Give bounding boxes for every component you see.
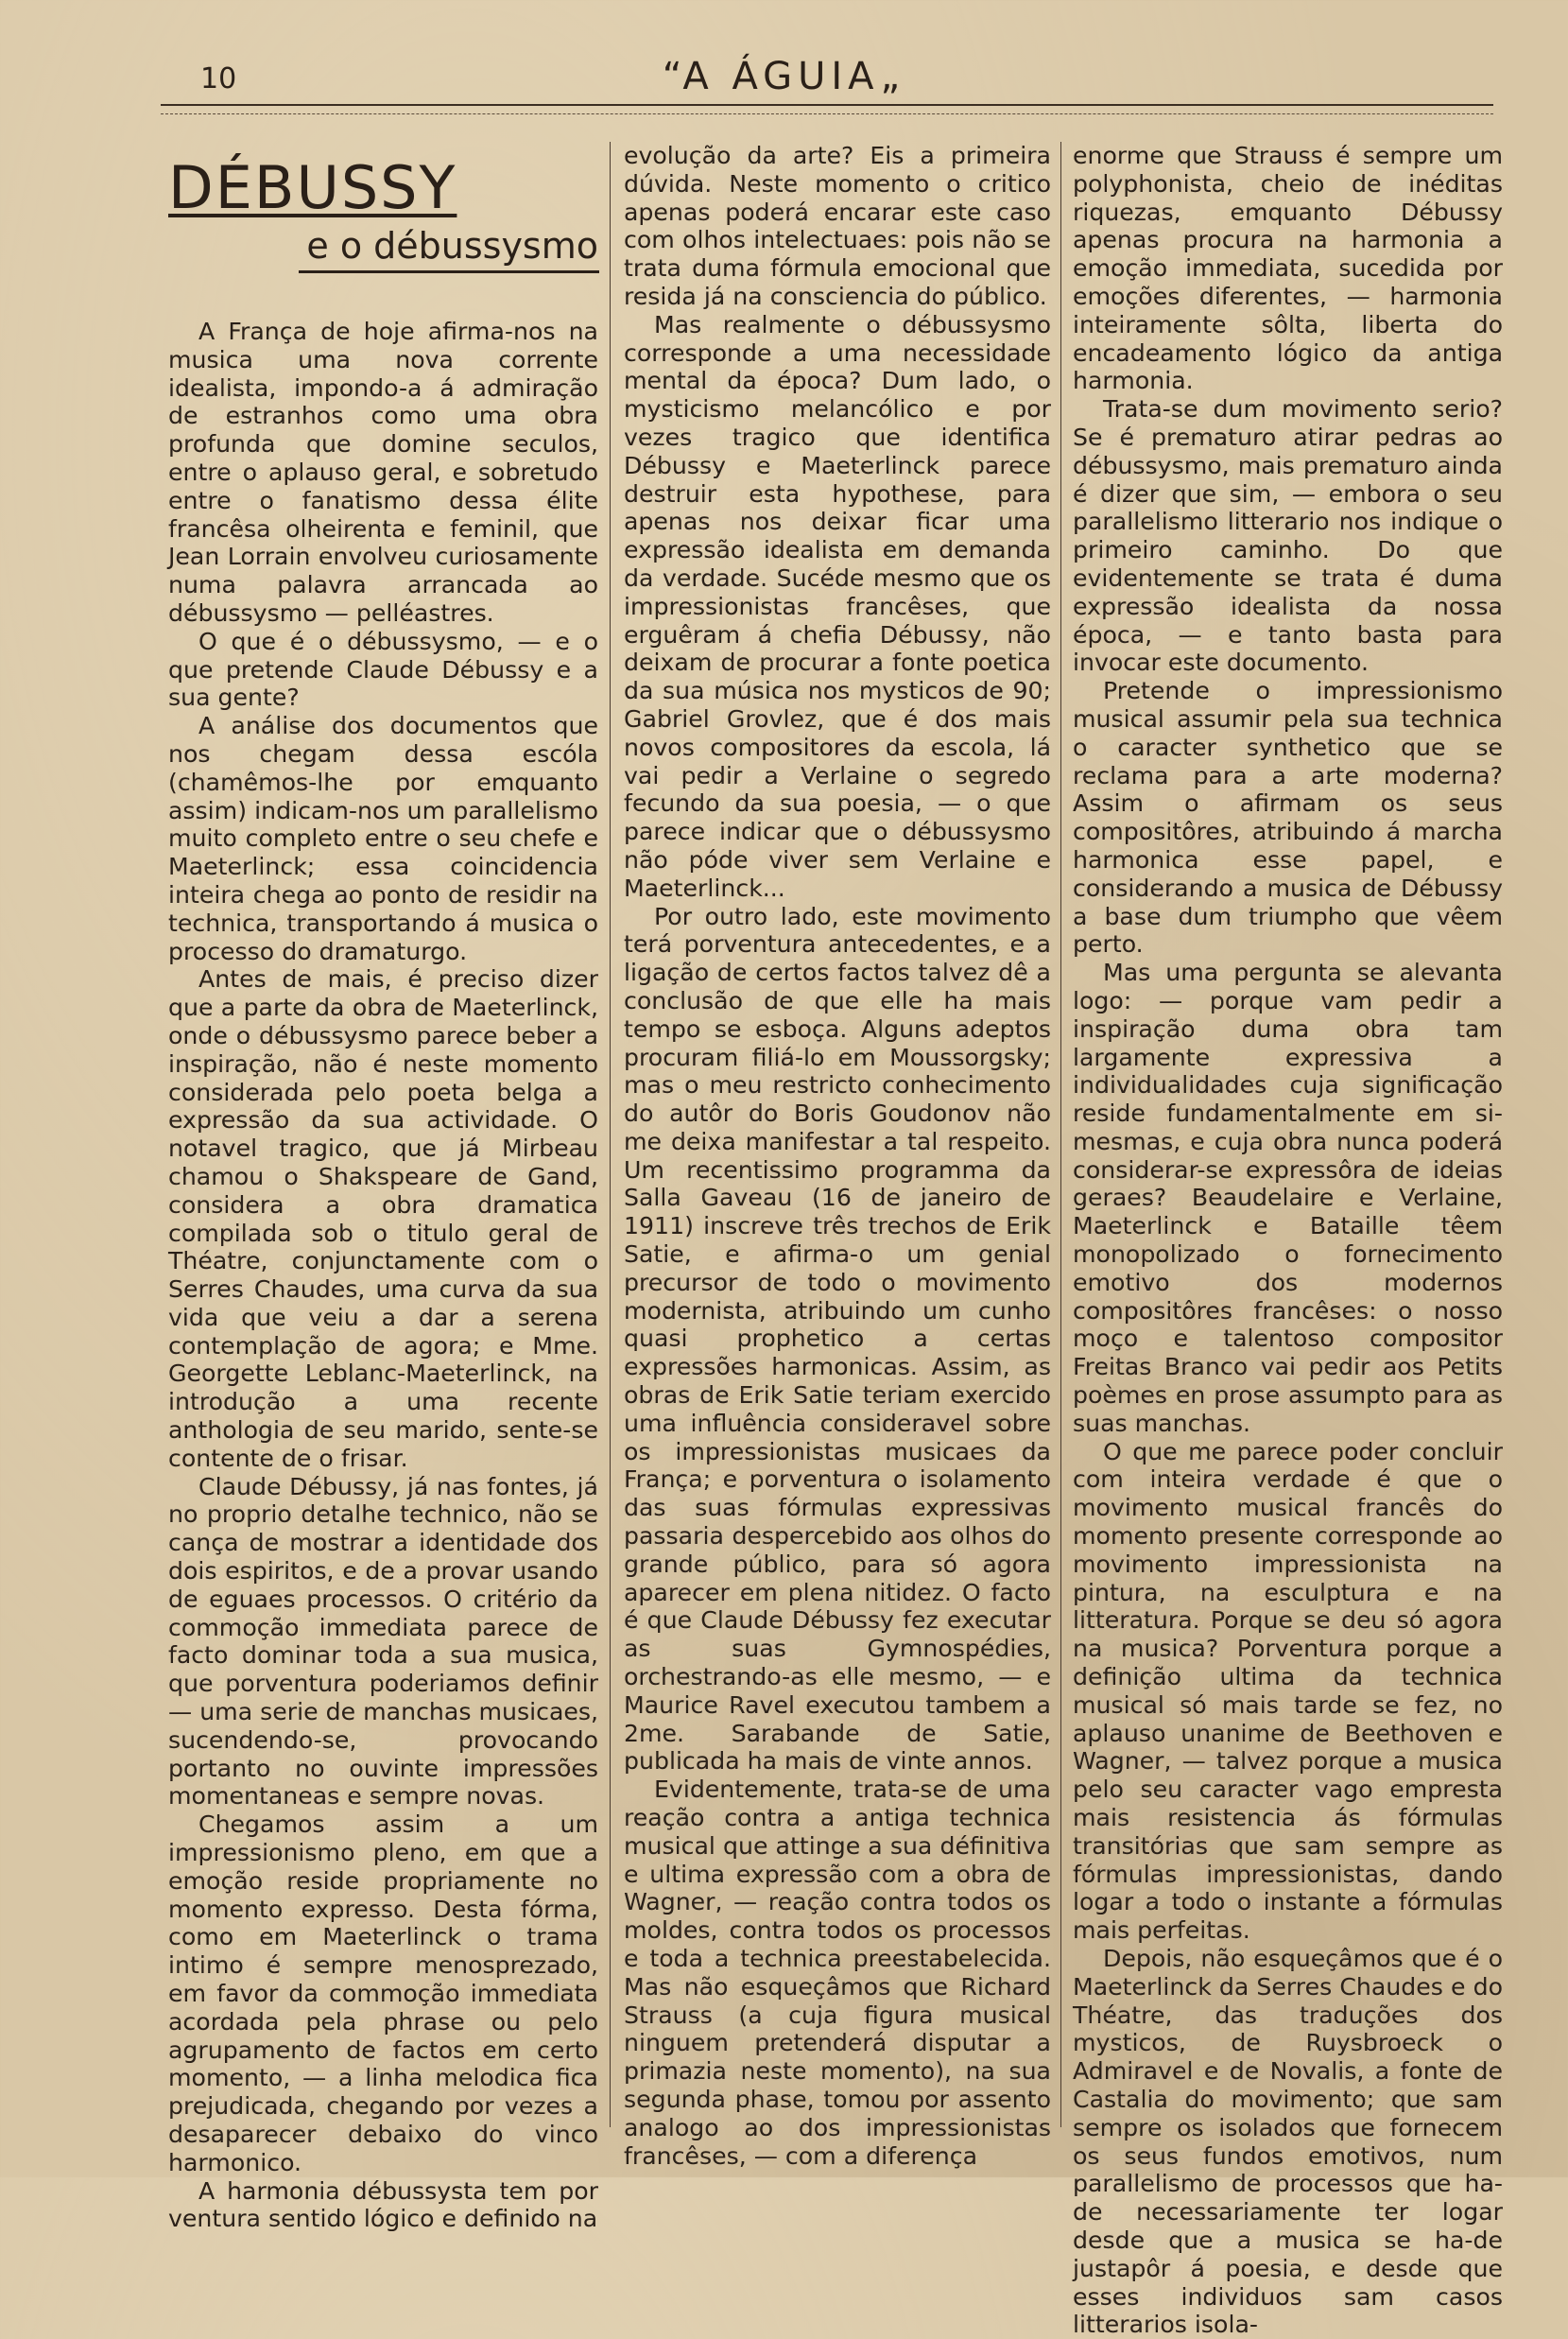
column-divider xyxy=(1060,142,1061,2127)
column-2 xyxy=(624,142,1051,2170)
paragraph: Antes de mais, é preciso dizer que a parte da obra de Maeterlinck, onde o débussysmo parece beber a inspiração, não é neste momento considerada pelo poeta belga a expressão da sua actividade. O notavel tragico, que já Mirbeau chamou o Shakspeare de Gand, considera a obra dramatica compilada sob o titulo geral de Théatre, conjunctamente com o Serres Chaudes, uma curva da sua vida que veiu a dar a serena contemplação de agora; e Mme. Georgette Leblanc-Maeterlinck, na introdução a uma recente anthologia de seu marido, sente-se contente de o frisar. xyxy=(168,965,598,1472)
paragraph: Claude Débussy, já nas fontes, já no proprio detalhe technico, não se cança de mostrar a identidade dos dois espiritos, e de a provar usando de eguaes processos. O critério da commoção immediata parece de facto dominar toda a sua musica, que porventura poderiamos definir — uma serie de manchas musicaes, sucendendo-se, provocando portanto no ouvinte impressões momentaneas e sempre novas. xyxy=(168,1472,598,1811)
column-divider xyxy=(610,142,611,2127)
subtitle-rule xyxy=(299,270,599,273)
column-1 xyxy=(168,142,598,2233)
page-number: 10 xyxy=(200,62,237,95)
paragraph: A análise dos documentos que nos chegam dessa escóla (chamêmos-lhe por emquanto assim) indicam-nos um parallelismo muito completo entre o seu chefe e Maeterlinck; essa coincidencia inteira chega ao ponto de residir na technica, transportando á musica o processo do dramaturgo. xyxy=(168,712,598,965)
paragraph: Depois, não esqueçâmos que é o Maeterlinck da Serres Chaudes e do Théatre, das traduções dos mysticos, de Ruysbroeck o Admiravel e de Novalis, a fonte de Castalia do movimento; que sam sempre os isolados que fornecem os seus fundos emotivos, num parallelismo de processos que ha-de necessariamente ter logar desde que a musica se ha-de justapôr á poesia, e desde que esses individuos sam casos litterarios isola- xyxy=(1073,1945,1503,2339)
paragraph: Mas uma pergunta se alevanta logo: — porque vam pedir a inspiração duma obra tam largamente expressiva a individualidades cuja significação reside fundamentalmente em si-mesmas, e cuja obra nunca poderá considerar-se expressôra de ideias geraes? Beaudelaire e Verlaine, Maeterlinck e Bataille têem monopolizado o fornecimento emotivo dos modernos compositôres francêses: o nosso moço e talentoso compositor Freitas Branco vai pedir aos Petits poèmes en prose assumpto para as suas manchas. xyxy=(1073,959,1503,1437)
journal-title: “A ÁGUIA„ xyxy=(662,55,906,98)
header-rule xyxy=(161,104,1493,114)
paragraph: enorme que Strauss é sempre um polyphonista, cheio de inéditas riquezas, emquanto Débussy apenas procura na harmonia a emoção immediata, sucedida por emoções diferentes, — harmonia inteiramente sôlta, liberta do encadeamento lógico da antiga harmonia. xyxy=(1073,142,1503,395)
paragraph: Chegamos assim a um impressionismo pleno, em que a emoção reside propriamente no momento expresso. Desta fórma, como em Maeterlinck o trama intimo é sempre menosprezado, em favor da commoção immediata acordada pela phrase ou pelo agrupamento de factos em certo momento, — a linha melodica fica prejudicada, chegando por vezes a desaparecer debaixo do vinco harmonico. xyxy=(168,1811,598,2176)
page-header xyxy=(0,0,1568,104)
paragraph: Pretende o impressionismo musical assumir pela sua technica o caracter synthetico que se reclama para a arte moderna? Assim o afirmam os seus compositôres, atribuindo á marcha harmonica esse papel, e considerando a musica de Débussy a base dum triumpho que vêem perto. xyxy=(1073,677,1503,959)
paragraph: A harmonia débussysta tem por ventura sentido lógico e definido na xyxy=(168,2176,598,2233)
paragraph: A França de hoje afirma-nos na musica uma nova corrente idealista, impondo-a á admiração de estranhos como uma obra profunda que domine seculos, entre o aplauso geral, e sobretudo entre o fanatismo dessa élite francêsa olheirenta e feminil, que Jean Lorrain envolveu curiosamente numa palavra arrancada ao débussysmo — pelléastres. xyxy=(168,318,598,627)
paragraph: Trata-se dum movimento serio? Se é prematuro atirar pedras ao débussysmo, mais prematuro ainda é dizer que sim, — embora o seu parallelismo litterario nos indique o primeiro caminho. Do que evidentemente se trata é duma expressão idealista da nossa época, — e tanto basta para invocar este documento. xyxy=(1073,395,1503,677)
paragraph: Por outro lado, este movimento terá porventura antecedentes, e a ligação de certos factos talvez dê a conclusão de que elle ha mais tempo se esboça. Alguns adeptos procuram filiá-lo em Moussorgsky; mas o meu restricto conhecimento do autôr do Boris Goudonov não me deixa manifestar a tal respeito. Um recentissimo programma da Salla Gaveau (16 de janeiro de 1911) inscreve três trechos de Erik Satie, e afirma-o um genial precursor de todo o movimento modernista, atribuindo um cunho quasi prophetico a certas expressões harmonicas. Assim, as obras de Erik Satie teriam exercido uma influência consideravel sobre os impressionistas musicaes da França; e porventura o isolamento das suas fórmulas expressivas passaria despercebido aos olhos do grande público, para só agora aparecer em plena nitidez. O facto é que Claude Débussy fez executar as suas Gymnospédies, orchestrando-as elle mesmo, — e Maurice Ravel executou tambem a 2me. Sarabande de Satie, publicada ha mais de vinte annos. xyxy=(624,902,1051,1776)
article-subtitle: e o débussysmo xyxy=(306,225,598,267)
column-3 xyxy=(1073,142,1503,2339)
paragraph: Evidentemente, trata-se de uma reação contra a antiga technica musical que attinge a sua définitiva e ultima expressão com a obra de Wagner, — reação contra todos os moldes, contra todos os processos e toda a technica preestabelecida. Mas não esqueçâmos que Richard Strauss (a cuja figura musical ninguem pretenderá disputar a primazia neste momento), na sua segunda phase, tomou por assento analogo ao dos impressionistas francêses, — com a diferença xyxy=(624,1776,1051,2170)
paragraph: O que é o débussysmo, — e o que pretende Claude Débussy e a sua gente? xyxy=(168,627,598,712)
paragraph: evolução da arte? Eis a primeira dúvida. Neste momento o critico apenas poderá encarar este caso com olhos intelectuaes: pois não se trata duma fórmula emocional que resida já na consciencia do público. xyxy=(624,142,1051,310)
article-title: DÉBUSSY xyxy=(168,153,457,222)
article-heading xyxy=(168,153,598,301)
paragraph: O que me parece poder concluir com inteira verdade é que o movimento musical francês do momento presente corresponde ao movimento impressionista na pintura, na esculptura e na litteratura. Porque se deu só agora na musica? Porventura porque a definição ultima da technica musical só mais tarde se fez, no aplauso unanime de Beethoven e Wagner, — talvez porque a musica pelo seu caracter vago empresta mais resistencia ás fórmulas transitórias que sam sempre as fórmulas impressionistas, dando logar a todo o instante a fórmulas mais perfeitas. xyxy=(1073,1437,1503,1945)
paragraph: Mas realmente o débussysmo corresponde a uma necessidade mental da época? Dum lado, o mysticismo melancólico e por vezes tragico que identifica Débussy e Maeterlinck parece destruir esta hypothese, para apenas nos deixar ficar uma expressão idealista em demanda da verdade. Sucéde mesmo que os impressionistas francêses, que erguêram á chefia Débussy, não deixam de procurar a fonte poetica da sua música nos mysticos de 90; Gabriel Grovlez, que é dos mais novos compositores da escola, lá vai pedir a Verlaine o segredo fecundo da sua poesia, — o que parece indicar que o débussysmo não póde viver sem Verlaine e Maeterlinck... xyxy=(624,310,1051,902)
